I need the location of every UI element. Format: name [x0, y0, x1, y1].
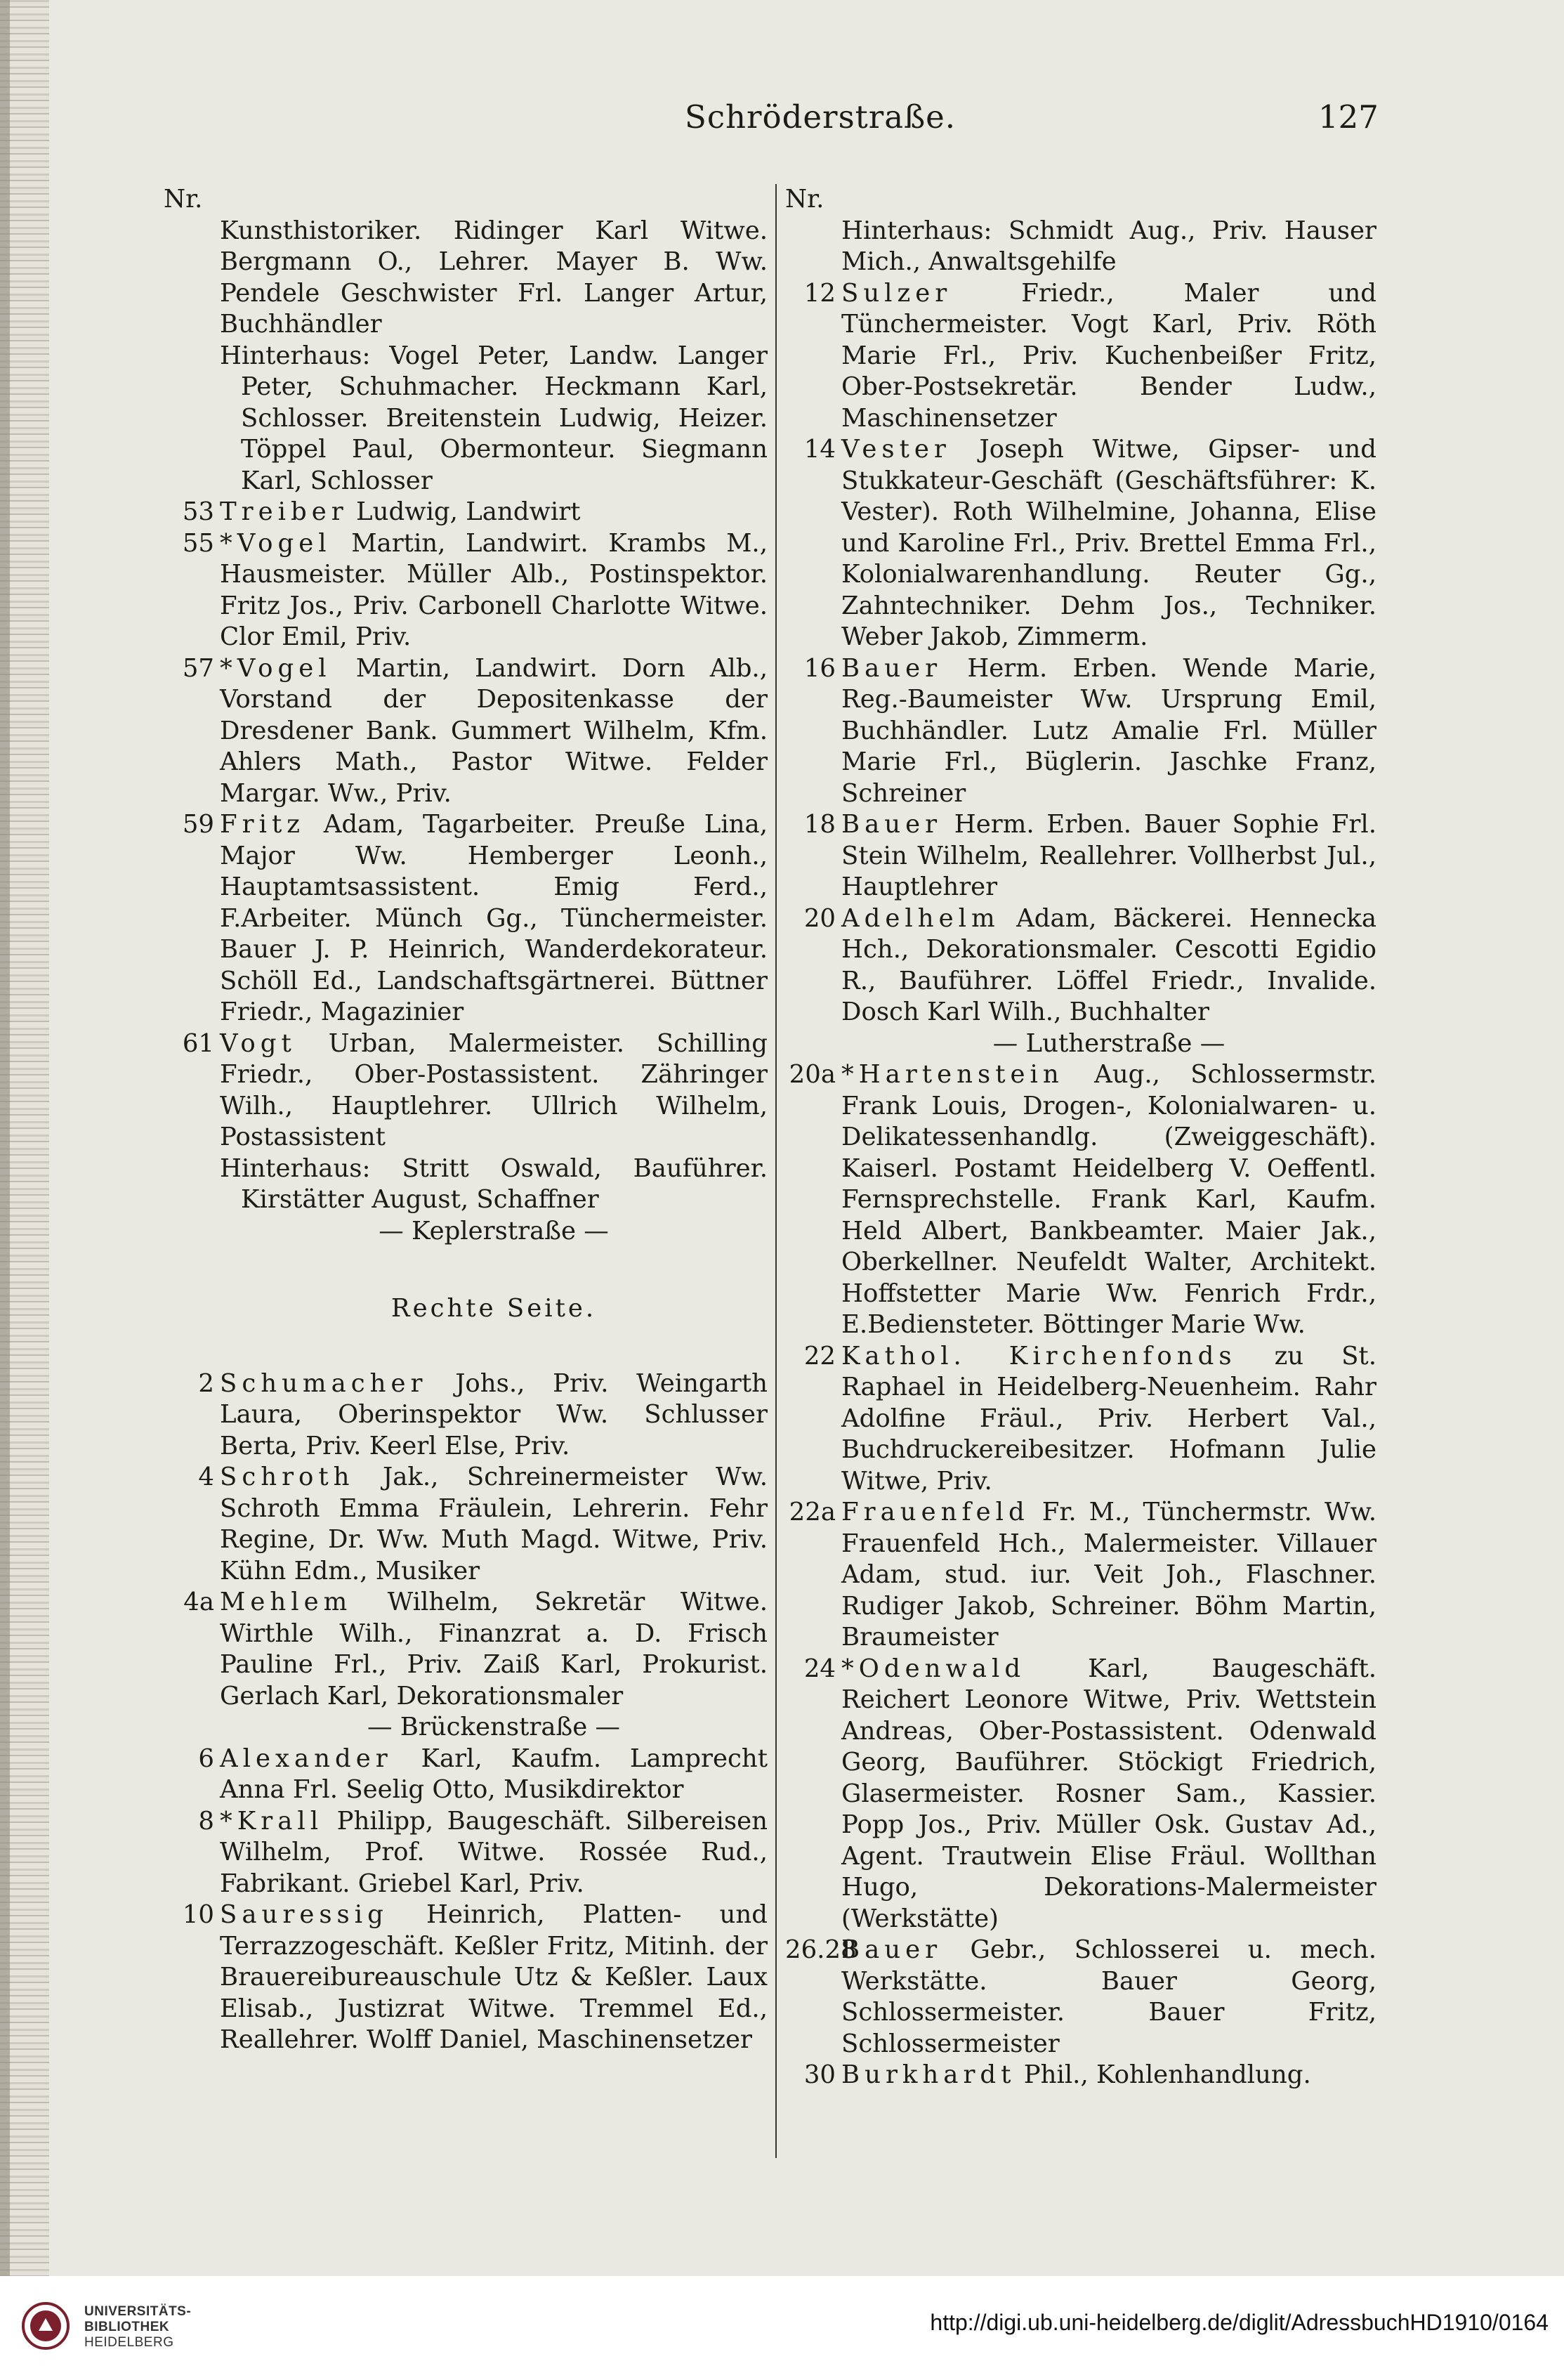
owner-name: Mehlem [220, 1588, 353, 1616]
entry-text: Martin, Landwirt. Dorn Alb., Vorstand der Depositenkasse der Dresdener Bank. Gummert Wilhelm, Kfm. Ahlers Math., Pastor Witwe. Felder Margar. Ww., Priv. [220, 653, 768, 808]
house-number: 53 [182, 497, 214, 526]
address-entry [164, 1744, 768, 1806]
house-number: 26.28 [785, 1935, 857, 1964]
house-number: 22 [803, 1341, 836, 1371]
house-number: 2 [198, 1368, 214, 1398]
owner-name: Vester [841, 435, 951, 464]
hinterhaus-entry: Hinterhaus: Stritt Oswald, Bauführer. Kirstätter August, Schaffner [220, 1153, 768, 1214]
library-seal-icon [21, 2301, 70, 2350]
address-entry [785, 1935, 1376, 2060]
entry-text: Martin, Landwirt. Krambs M., Hausmeister. Müller Alb., Postinspektor. Fritz Jos., Priv. Carbonell Charlotte Witwe. Clor Emil, Priv. [220, 528, 768, 651]
address-entry [785, 1654, 1376, 1935]
address-entry [164, 1368, 768, 1463]
owner-name: Schumacher [220, 1368, 428, 1398]
nr-label: Nr. [785, 185, 824, 214]
entry-text: Gebr., Schlosserei u. mech. Werkstätte. Bauer Georg, Schlossermeister. Bauer Fritz, Schlossermeister [841, 1935, 1376, 2058]
page-edge-dark [0, 0, 10, 2276]
entry-text: Herm. Erben. Wende Marie, Reg.-Baumeister Ww. Ursprung Emil, Buchhändler. Lutz Amalie Frl. Müller Marie Frl., Büglerin. Jaschke Franz, Schreiner [841, 653, 1376, 808]
house-number: 22a [789, 1498, 836, 1526]
owner-name: Alexander [220, 1744, 393, 1773]
house-number: 24 [803, 1654, 836, 1683]
library-name [84, 2304, 191, 2350]
library-name-line: HEIDELBERG [84, 2335, 174, 2350]
address-entry [164, 528, 768, 653]
page-title: Schröderstraße. [685, 98, 957, 136]
left-column [164, 184, 768, 2056]
cross-street-label: — Lutherstraße — [992, 1028, 1225, 1058]
entry-text: Aug., Schlossermstr. Frank Louis, Drogen-, Kolonialwaren- u. Delikatessenhandlg. (Zweiggeschäft). Kaiserl. Postamt Heidelberg V. Oeffentl. Fernsprechstelle. Frank Karl, Kaufm. Held Albert, Bankbeamter. Maier Jak., Oberkellner. Neufeldt Walter, Architekt. Hoffstetter Marie Ww. Fenrich Frdr., E.Bediensteter. Böttinger Marie Ww. [841, 1060, 1376, 1339]
entry-text: Joseph Witwe, Gipser- und Stukkateur-Geschäft (Geschäftsführer: K. Vester). Roth Wilhelmine, Johanna, Elise und Karoline Frl., Priv. Brettel Emma Frl., Kolonialwarenhandlung. Reuter Gg., Zahntechniker. Dehm Jos., Techniker. Weber Jakob, Zimmerm. [841, 435, 1376, 651]
owner-name: Vogt [220, 1028, 296, 1058]
address-entry [164, 497, 768, 528]
house-number: 61 [182, 1028, 214, 1058]
entry-text: Karl, Baugeschäft. Reichert Leonore Witwe, Priv. Wettstein Andreas, Ober-Postassistent. Odenwald Georg, Bauführer. Stöckigt Friedrich, Glasermeister. Rosner Sam., Kassier. Popp Jos., Priv. Müller Osk. Gustav Ad., Agent. Trautwein Elise Fräul. Wollthan Hugo, Dekorations-Malermeister (Werkstätte) [841, 1654, 1376, 1933]
house-number: 57 [182, 653, 214, 683]
house-number: 4 [198, 1463, 214, 1491]
house-number: 14 [803, 435, 836, 464]
library-footer [0, 2276, 1564, 2380]
owner-name: Kathol. Kirchenfonds [841, 1341, 1237, 1371]
owner-name: Bauer [841, 810, 942, 839]
house-number: 12 [803, 278, 836, 308]
owner-name: Adelhelm [841, 903, 1000, 933]
owner-name: *Vogel [220, 653, 331, 683]
entry-text: Heinrich, Platten- und Terrazzogeschäft. Keßler Fritz, Mitinh. der Brauereibureauschule Utz & Keßler. Laux Elisab., Justizrat Witwe. Tremmel Ed., Reallehrer. Wolff Daniel, Maschinensetzer [220, 1900, 768, 2054]
page-number: 127 [1318, 98, 1379, 136]
owner-name: Frauenfeld [841, 1498, 1030, 1526]
owner-name: *Odenwald [841, 1654, 1026, 1683]
address-entry [164, 1806, 768, 1900]
entry-text: Phil., Kohlenhandlung. [1023, 2060, 1311, 2089]
address-entry [785, 653, 1376, 810]
entry-text: Friedr., Maler und Tünchermeister. Vogt Karl, Priv. Röth Marie Frl., Priv. Kuchenbeißer Fritz, Ober-Postsekretär. Bender Ludw., Maschinensetzer [841, 278, 1376, 433]
house-number: 20 [803, 903, 836, 933]
cross-street-label: — Brückenstraße — [367, 1713, 621, 1741]
entry-text: Adam, Bäckerei. Hennecka Hch., Dekorationsmaler. Cescotti Egidio R., Bauführer. Löffel Friedr., Invalide. Dosch Karl Wilh., Buchhalter [841, 903, 1376, 1026]
entry-text: Wilhelm, Sekretär Witwe. Wirthle Wilh., Finanzrat a. D. Frisch Pauline Frl., Priv. Zaiß Karl, Prokurist. Gerlach Karl, Dekorationsmaler [220, 1588, 768, 1711]
nr-label: Nr. [164, 185, 203, 214]
address-entry [785, 278, 1376, 435]
library-name-line: BIBLIOTHEK [84, 2320, 170, 2334]
address-entry [164, 1587, 768, 1712]
continued-entry: Kunsthistoriker. Ridinger Karl Witwe. Bergmann O., Lehrer. Mayer B. Ww. Pendele Geschwister Frl. Langer Artur, Buchhändler [220, 216, 768, 339]
address-entry [785, 2060, 1376, 2091]
right-column [785, 184, 1376, 2091]
owner-name: Bauer [841, 653, 942, 683]
entry-text: Fr. M., Tünchermstr. Ww. Frauenfeld Hch., Malermeister. Villauer Adam, stud. iur. Veit Joh., Flaschner. Rudiger Jakob, Schreiner. Böhm Martin, Braumeister [841, 1498, 1376, 1652]
entry-text: Johs., Priv. Weingarth Laura, Oberinspektor Ww. Schlusser Berta, Priv. Keerl Else, Priv. [220, 1368, 768, 1460]
address-entry [164, 1028, 768, 1153]
address-entry [164, 1462, 768, 1587]
house-number: 59 [182, 810, 214, 839]
address-entry [785, 1059, 1376, 1341]
owner-name: *Vogel [220, 528, 331, 558]
house-number: 55 [182, 528, 214, 558]
cross-street-label: — Keplerstraße — [379, 1216, 609, 1245]
owner-name: Sulzer [841, 278, 952, 308]
house-number: 16 [803, 653, 836, 683]
entry-text: Herm. Erben. Bauer Sophie Frl. Stein Wilhelm, Reallehrer. Vollherbst Jul., Hauptlehrer [841, 810, 1376, 901]
continued-entry: Hinterhaus: Schmidt Aug., Priv. Hauser Mich., Anwaltsgehilfe [841, 216, 1376, 276]
owner-name: Burkhardt [841, 2060, 1016, 2089]
address-entry [164, 1900, 768, 2056]
hinterhaus-entry: Hinterhaus: Vogel Peter, Landw. Langer Peter, Schuhmacher. Heckmann Karl, Schlosser. Breitenstein Ludwig, Heizer. Töppel Paul, Obermonteur. Siegmann Karl, Schlosser [220, 341, 768, 495]
entry-text: Ludwig, Landwirt [356, 497, 581, 526]
house-number: 6 [198, 1744, 214, 1773]
address-entry [785, 1497, 1376, 1654]
permalink-url[interactable]: http://digi.ub.uni-heidelberg.de/diglit/AdressbuchHD1910/0164 [930, 2310, 1549, 2335]
address-entry [785, 809, 1376, 903]
owner-name: Treiber [220, 497, 348, 526]
address-entry [785, 903, 1376, 1028]
owner-name: *Hartenstein [841, 1060, 1064, 1089]
entry-text: Jak., Schreinermeister Ww. Schroth Emma Fräulein, Lehrerin. Fehr Regine, Dr. Ww. Muth Magd. Witwe, Priv. Kühn Edm., Musiker [220, 1463, 768, 1585]
entry-text: Adam, Tagarbeiter. Preuße Lina, Major Ww. Hemberger Leonh., Hauptamtsassistent. Emig Ferd., F.Arbeiter. Münch Gg., Tünchermeister. Bauer J. P. Heinrich, Wanderdekorateur. Schöll Ed., Landschaftsgärtnerei. Büttner Friedr., Magazinier [220, 810, 768, 1026]
house-number: 30 [803, 2060, 836, 2089]
owner-name: Sauressig [220, 1900, 388, 1929]
address-entry [785, 1341, 1376, 1498]
house-number: 18 [803, 810, 836, 839]
address-entry [164, 653, 768, 810]
entry-text: zu St. Raphael in Heidelberg-Neuenheim. Rahr Adolfine Fräul., Priv. Herbert Val., Buchdruckereibesitzer. Hofmann Julie Witwe, Priv. [841, 1341, 1376, 1496]
owner-name: Bauer [841, 1935, 942, 1964]
section-title: Rechte Seite. [390, 1294, 597, 1323]
owner-name: Fritz [220, 810, 305, 839]
house-number: 10 [182, 1900, 214, 1929]
library-name-line: UNIVERSITÄTS- [84, 2304, 192, 2319]
house-number: 4a [183, 1588, 214, 1616]
entry-text: Urban, Malermeister. Schilling Friedr., Ober-Postassistent. Zähringer Wilh., Hauptlehrer. Ullrich Wilhelm, Postassistent [220, 1028, 768, 1151]
address-entry [785, 434, 1376, 653]
house-number: 20a [789, 1060, 836, 1089]
entry-text: Karl, Kaufm. Lamprecht Anna Frl. Seelig Otto, Musikdirektor [220, 1744, 768, 1804]
house-number: 8 [198, 1806, 214, 1836]
column-divider [775, 184, 777, 2158]
owner-name: Schroth [220, 1463, 355, 1491]
owner-name: *Krall [220, 1806, 324, 1836]
page-header [0, 98, 1564, 148]
entry-text: Philipp, Baugeschäft. Silbereisen Wilhelm, Prof. Witwe. Rossée Rud., Fabrikant. Griebel Karl, Priv. [220, 1806, 768, 1898]
address-entry [164, 809, 768, 1028]
